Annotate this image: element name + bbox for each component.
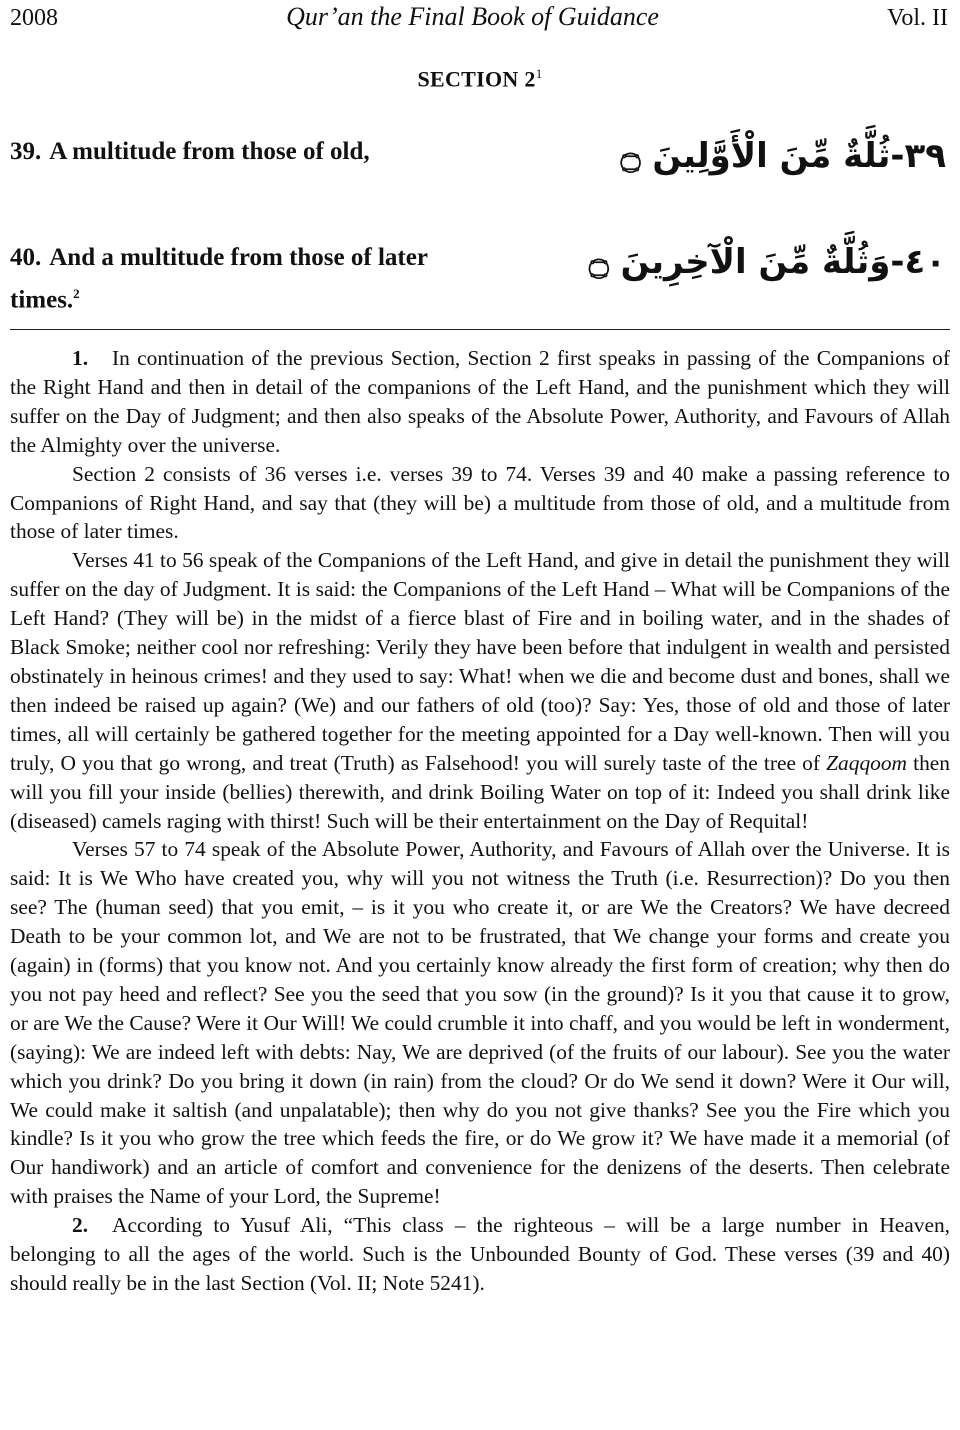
note-1-text: In continuation of the previous Section, Section 2 first speaks in passing of the Companions of the Right Hand and then in detail of the companions of the Left Hand, and the punishment which they will suffer on the Day of Judgment; and then also speaks of the Absolute Power, Authority, and Favours of Allah the Almighty over the universe. — [10, 346, 950, 457]
running-header — [10, 2, 948, 34]
note-1-number: 1. — [72, 346, 89, 370]
note-2-number: 2. — [72, 1213, 89, 1238]
book-title: Qur’an the Final Book of Guidance — [286, 2, 659, 31]
verse-40-arabic: ٤٠-وَثُلَّةٌ مِّنَ الْآخِرِينَ ۝ — [588, 242, 946, 282]
italic-term: Zaqqoom — [826, 750, 907, 775]
section-heading — [0, 66, 960, 92]
page-number: 2008 — [10, 5, 58, 31]
note-2-text: According to Yusuf Ali, “This class – the righteous – will be a large number in Heaven, belonging to all the ages of the world. Such is the Unbounded Bounty of God. These verses (39 and 40) should really be in the last Section (Vol. II; Note 5241). — [10, 1213, 950, 1295]
note-1-text-b: then will you fill your inside (bellies) therewith, and drink Boiling Water on top of it: Indeed you shall drink like (diseased) camels raging with thirst! Such will be their entertainment on the Day of Requital! — [10, 750, 950, 833]
verse-number: 39. — [10, 138, 42, 165]
note-2-paragraph — [10, 1211, 950, 1298]
footnotes — [10, 344, 950, 1298]
footnote-divider — [10, 329, 950, 330]
verse-footnote-ref: 2 — [73, 286, 80, 301]
verse-40-translation — [10, 240, 450, 318]
note-1-paragraph-2: Section 2 consists of 36 verses i.e. verses 39 to 74. Verses 39 and 40 make a passing reference to Companions of Right Hand, and say that (they will be) a multitude from those of old, and a multitude from those of later times. — [10, 461, 950, 544]
note-1-paragraph-3 — [10, 546, 950, 835]
note-1-text-a: Verses 41 to 56 speak of the Companions of the Left Hand, and give in detail the punishment they will suffer on the day of Judgment. It is said: the Companions of the Left Hand – What will be Companions of the Left Hand? (They will be) in the midst of a fierce blast of Fire and in boiling water, and in the shades of Black Smoke; neither cool nor refreshing: Verily they have been before that indulgent in wealth and persisted obstinately in heinous crimes! and they used to say: What! when we die and become dust and bones, shall we then indeed be raised up again? (We) and our fathers of old (too)? Say: Yes, those of old and those of later times, all will certainly be gathered together for the meeting appointed for a Day well-known. Then will you truly, O you that go wrong, and treat (Truth) as Falsehood! you will surely taste of the tree of — [10, 548, 950, 775]
verse-number: 40. — [10, 244, 42, 271]
section-title: SECTION 2 — [417, 66, 536, 92]
section-footnote-ref: 1 — [535, 66, 543, 81]
verse-39-translation — [10, 134, 450, 170]
verse-text: And a multitude from those of later times. — [10, 244, 428, 314]
note-1-paragraph — [10, 344, 950, 460]
volume-label: Vol. II — [887, 5, 948, 31]
note-1-paragraph-4: Verses 57 to 74 speak of the Absolute Power, Authority, and Favours of Allah over the Universe. It is said: It is We Who have created you, why will you not witness the Truth (i.e. Resurrection)? Do you then see? The (human seed) that you emit, – is it you who create it, or are We the Creators? We have decreed Death to be your common lot, and We are not to be frustrated, that We change your forms and create you (again) in (forms) that you know not. And you certainly know already the first form of creation; why then do you not pay heed and reflect? See you the seed that you sow (in the ground)? Is it you that cause it to grow, or are We the Cause? Were it Our Will! We could crumble it into chaff, and you would be left in wonderment, (saying): We are indeed left with debts: Nay, We are deprived (of the fruits of our labour). See you the water which you drink? Do you bring it down (in rain) from the cloud? Or do We send it down? Were it Our will, We could make it saltish (and unpalatable); then why do you not give thanks? See you the Fire which you kindle? Is it you who grow the tree which feeds the fire, or do We grow it? We have made it a memorial (of Our handiwork) and an article of comfort and convenience for the denizens of the deserts. Then celebrate with praises the Name of your Lord, the Supreme! — [10, 837, 950, 1209]
verse-39-arabic: ٣٩-ثُلَّةٌ مِّنَ الْأَوَّلِينَ ۝ — [620, 136, 946, 176]
verse-text: A multitude from those of old, — [49, 138, 370, 165]
